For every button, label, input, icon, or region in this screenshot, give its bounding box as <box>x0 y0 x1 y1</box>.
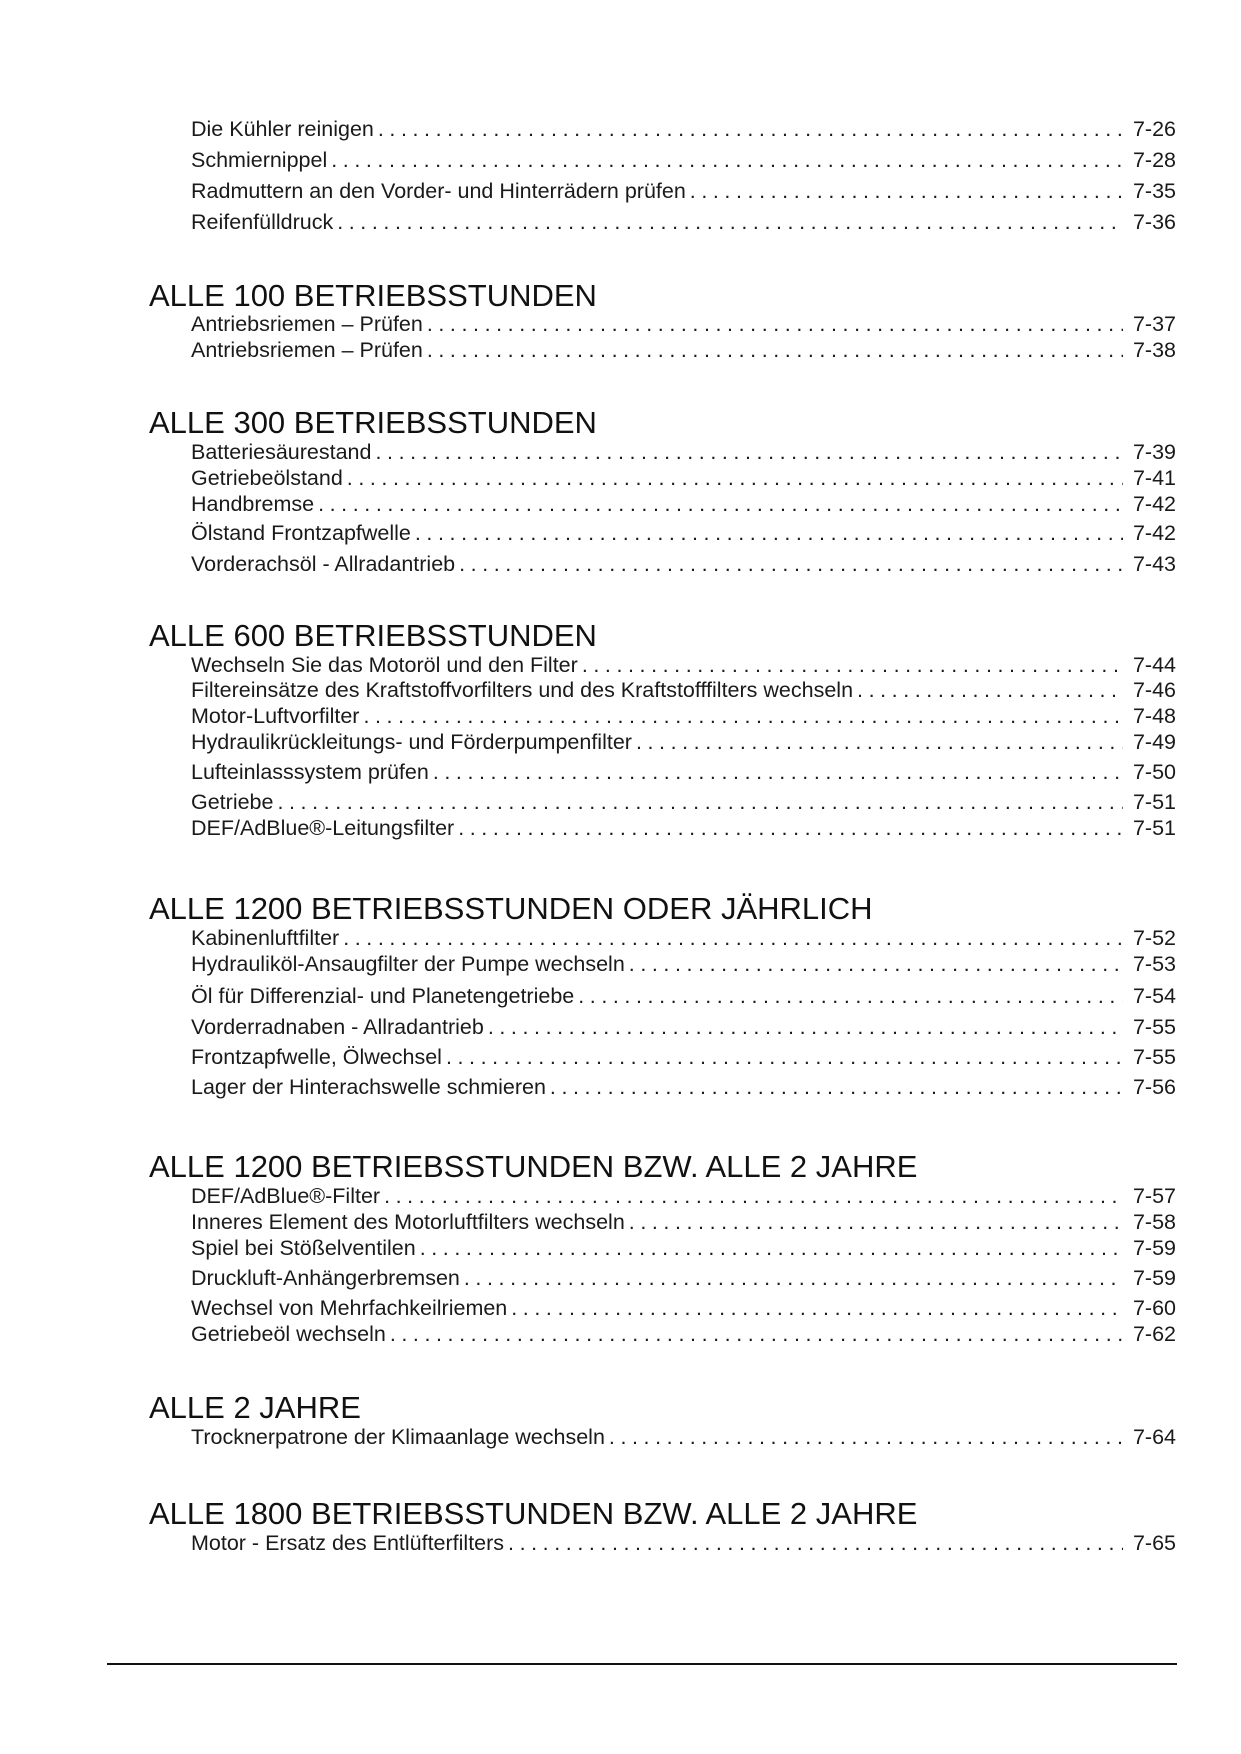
toc-entry-page: 7-35 <box>1132 179 1176 203</box>
section-heading: ALLE 1200 BETRIEBSSTUNDEN ODER JÄHRLICH <box>149 891 873 926</box>
dot-leader <box>390 1321 1123 1347</box>
toc-entry[interactable] <box>191 178 1176 204</box>
dot-leader <box>378 116 1123 142</box>
dot-leader <box>337 209 1123 235</box>
toc-entry-page: 7-42 <box>1132 521 1176 545</box>
toc-entry-label: Druckluft-Anhängerbremsen <box>191 1266 460 1290</box>
toc-entry-label: Antriebsriemen – Prüfen <box>191 312 423 336</box>
dot-leader <box>636 729 1123 755</box>
toc-entry-label: Hydraulikrückleitungs- und Förderpumpenfilter <box>191 730 632 754</box>
toc-entry[interactable] <box>191 1014 1176 1040</box>
toc-entry-page: 7-55 <box>1132 1045 1176 1069</box>
toc-entry-label: Antriebsriemen – Prüfen <box>191 338 423 362</box>
toc-entry-page: 7-42 <box>1132 492 1176 516</box>
toc-entry-label: Frontzapfwelle, Ölwechsel <box>191 1045 442 1069</box>
toc-entry[interactable] <box>191 465 1176 491</box>
dot-leader <box>459 551 1123 577</box>
toc-entry-label: Getriebeöl wechseln <box>191 1322 386 1346</box>
dot-leader <box>609 1424 1123 1450</box>
dot-leader <box>578 983 1123 1009</box>
section-heading: ALLE 2 JAHRE <box>149 1390 361 1425</box>
toc-entry-label: Wechsel von Mehrfachkeilriemen <box>191 1296 508 1320</box>
dot-leader <box>427 311 1123 337</box>
toc-entry[interactable] <box>191 789 1176 815</box>
toc-entry-label: Handbremse <box>191 492 315 516</box>
toc-entry-page: 7-39 <box>1132 440 1176 464</box>
toc-entry-page: 7-38 <box>1132 338 1176 362</box>
toc-entry-page: 7-51 <box>1132 816 1176 840</box>
dot-leader <box>427 337 1123 363</box>
toc-entry-label: Ölstand Frontzapfwelle <box>191 521 411 545</box>
toc-entry[interactable] <box>191 1530 1176 1556</box>
toc-entry-page: 7-53 <box>1132 952 1176 976</box>
toc-entry-page: 7-50 <box>1132 760 1176 784</box>
dot-leader <box>433 759 1123 785</box>
toc-entry-page: 7-36 <box>1132 210 1176 234</box>
toc-entry-label: Die Kühler reinigen <box>191 117 374 141</box>
dot-leader <box>318 491 1123 517</box>
dot-leader <box>347 465 1123 491</box>
toc-entry-page: 7-37 <box>1132 312 1176 336</box>
toc-entry[interactable] <box>191 1321 1176 1347</box>
toc-entry[interactable] <box>191 1074 1176 1100</box>
toc-entry-label: Reifenfülldruck <box>191 210 334 234</box>
toc-entry[interactable] <box>191 815 1176 841</box>
toc-entry-label: Batteriesäurestand <box>191 440 372 464</box>
toc-entry[interactable] <box>191 551 1176 577</box>
toc-entry-label: Lufteinlasssystem prüfen <box>191 760 429 784</box>
toc-entry[interactable] <box>191 703 1176 729</box>
toc-entry[interactable] <box>191 983 1176 1009</box>
toc-entry-label: Getriebe <box>191 790 274 814</box>
dot-leader <box>464 1265 1123 1291</box>
footer-divider <box>107 1663 1177 1665</box>
toc-entry-page: 7-26 <box>1132 117 1176 141</box>
dot-leader <box>277 789 1122 815</box>
section-heading: ALLE 300 BETRIEBSSTUNDEN <box>149 405 597 440</box>
toc-entry-label: DEF/AdBlue®-Filter <box>191 1184 381 1208</box>
dot-leader <box>331 147 1123 173</box>
toc-entry-label: DEF/AdBlue®-Leitungsfilter <box>191 816 455 840</box>
toc-entry-page: 7-56 <box>1132 1075 1176 1099</box>
toc-entry-label: Wechseln Sie das Motoröl und den Filter <box>191 653 578 677</box>
toc-entry[interactable] <box>191 520 1176 546</box>
dot-leader <box>384 1183 1123 1209</box>
toc-entry[interactable] <box>191 1235 1176 1261</box>
dot-leader <box>511 1295 1123 1321</box>
toc-entry[interactable] <box>191 652 1176 678</box>
toc-entry-page: 7-41 <box>1132 466 1176 490</box>
toc-entry[interactable] <box>191 439 1176 465</box>
dot-leader <box>363 703 1122 729</box>
dot-leader <box>488 1014 1123 1040</box>
toc-entry-page: 7-64 <box>1132 1425 1176 1449</box>
toc-entry-label: Motor-Luftvorfilter <box>191 704 360 728</box>
toc-entry-label: Spiel bei Stößelventilen <box>191 1236 416 1260</box>
toc-entry-label: Radmuttern an den Vorder- und Hinterrädern prüfen <box>191 179 686 203</box>
toc-entry-page: 7-28 <box>1132 148 1176 172</box>
toc-entry[interactable] <box>191 311 1176 337</box>
dot-leader <box>508 1530 1123 1556</box>
toc-entry-page: 7-60 <box>1132 1296 1176 1320</box>
toc-entry-page: 7-49 <box>1132 730 1176 754</box>
toc-entry-page: 7-57 <box>1132 1184 1176 1208</box>
toc-entry-label: Filtereinsätze des Kraftstoffvorfilters und des Kraftstofffilters wechseln <box>191 678 854 702</box>
toc-entry-page: 7-65 <box>1132 1531 1176 1555</box>
toc-entry-page: 7-46 <box>1132 678 1176 702</box>
toc-entry[interactable] <box>191 677 1176 703</box>
toc-entry[interactable] <box>191 147 1176 173</box>
toc-entry-label: Lager der Hinterachswelle schmieren <box>191 1075 546 1099</box>
toc-entry[interactable] <box>191 491 1176 517</box>
toc-entry[interactable] <box>191 1424 1176 1450</box>
dot-leader <box>415 520 1123 546</box>
toc-entry[interactable] <box>191 1265 1176 1291</box>
section-heading: ALLE 1200 BETRIEBSSTUNDEN BZW. ALLE 2 JAHRE <box>149 1149 918 1184</box>
section-heading: ALLE 100 BETRIEBSSTUNDEN <box>149 278 597 313</box>
toc-entry-page: 7-54 <box>1132 984 1176 1008</box>
toc-entry-page: 7-48 <box>1132 704 1176 728</box>
section-heading: ALLE 1800 BETRIEBSSTUNDEN BZW. ALLE 2 JAHRE <box>149 1496 918 1531</box>
toc-entry-page: 7-59 <box>1132 1236 1176 1260</box>
toc-entry-label: Inneres Element des Motorluftfilters wechseln <box>191 1210 625 1234</box>
dot-leader <box>550 1074 1123 1100</box>
toc-entry[interactable] <box>191 1183 1176 1209</box>
toc-entry-page: 7-59 <box>1132 1266 1176 1290</box>
toc-entry[interactable] <box>191 759 1176 785</box>
dot-leader <box>420 1235 1123 1261</box>
dot-leader <box>629 951 1123 977</box>
toc-entry-label: Öl für Differenzial- und Planetengetriebe <box>191 984 575 1008</box>
dot-leader <box>375 439 1122 465</box>
toc-entry-label: Getriebeölstand <box>191 466 343 490</box>
toc-entry[interactable] <box>191 729 1176 755</box>
toc-entry-label: Kabinenluftfilter <box>191 926 340 950</box>
toc-entry-page: 7-43 <box>1132 552 1176 576</box>
toc-entry-label: Vorderradnaben - Allradantrieb <box>191 1015 484 1039</box>
toc-entry-label: Trocknerpatrone der Klimaanlage wechseln <box>191 1425 605 1449</box>
toc-entry-label: Motor - Ersatz des Entlüfterfilters <box>191 1531 505 1555</box>
toc-entry-label: Hydrauliköl-Ansaugfilter der Pumpe wechseln <box>191 952 625 976</box>
toc-entry-page: 7-58 <box>1132 1210 1176 1234</box>
toc-entry-label: Schmiernippel <box>191 148 328 172</box>
dot-leader <box>857 677 1123 703</box>
toc-entry-page: 7-55 <box>1132 1015 1176 1039</box>
dot-leader <box>458 815 1123 841</box>
toc-entry[interactable] <box>191 1295 1176 1321</box>
toc-entry-page: 7-51 <box>1132 790 1176 814</box>
toc-entry[interactable] <box>191 337 1176 363</box>
toc-entry[interactable] <box>191 951 1176 977</box>
toc-entry-page: 7-44 <box>1132 653 1176 677</box>
toc-entry[interactable] <box>191 209 1176 235</box>
toc-entry-page: 7-62 <box>1132 1322 1176 1346</box>
section-heading: ALLE 600 BETRIEBSSTUNDEN <box>149 618 597 653</box>
toc-entry[interactable] <box>191 1209 1176 1235</box>
dot-leader <box>343 925 1123 951</box>
dot-leader <box>582 652 1123 678</box>
dot-leader <box>446 1044 1123 1070</box>
dot-leader <box>629 1209 1123 1235</box>
toc-entry[interactable] <box>191 1044 1176 1070</box>
toc-entry-page: 7-52 <box>1132 926 1176 950</box>
toc-entry[interactable] <box>191 116 1176 142</box>
toc-entry[interactable] <box>191 925 1176 951</box>
dot-leader <box>690 178 1123 204</box>
toc-entry-label: Vorderachsöl - Allradantrieb <box>191 552 456 576</box>
